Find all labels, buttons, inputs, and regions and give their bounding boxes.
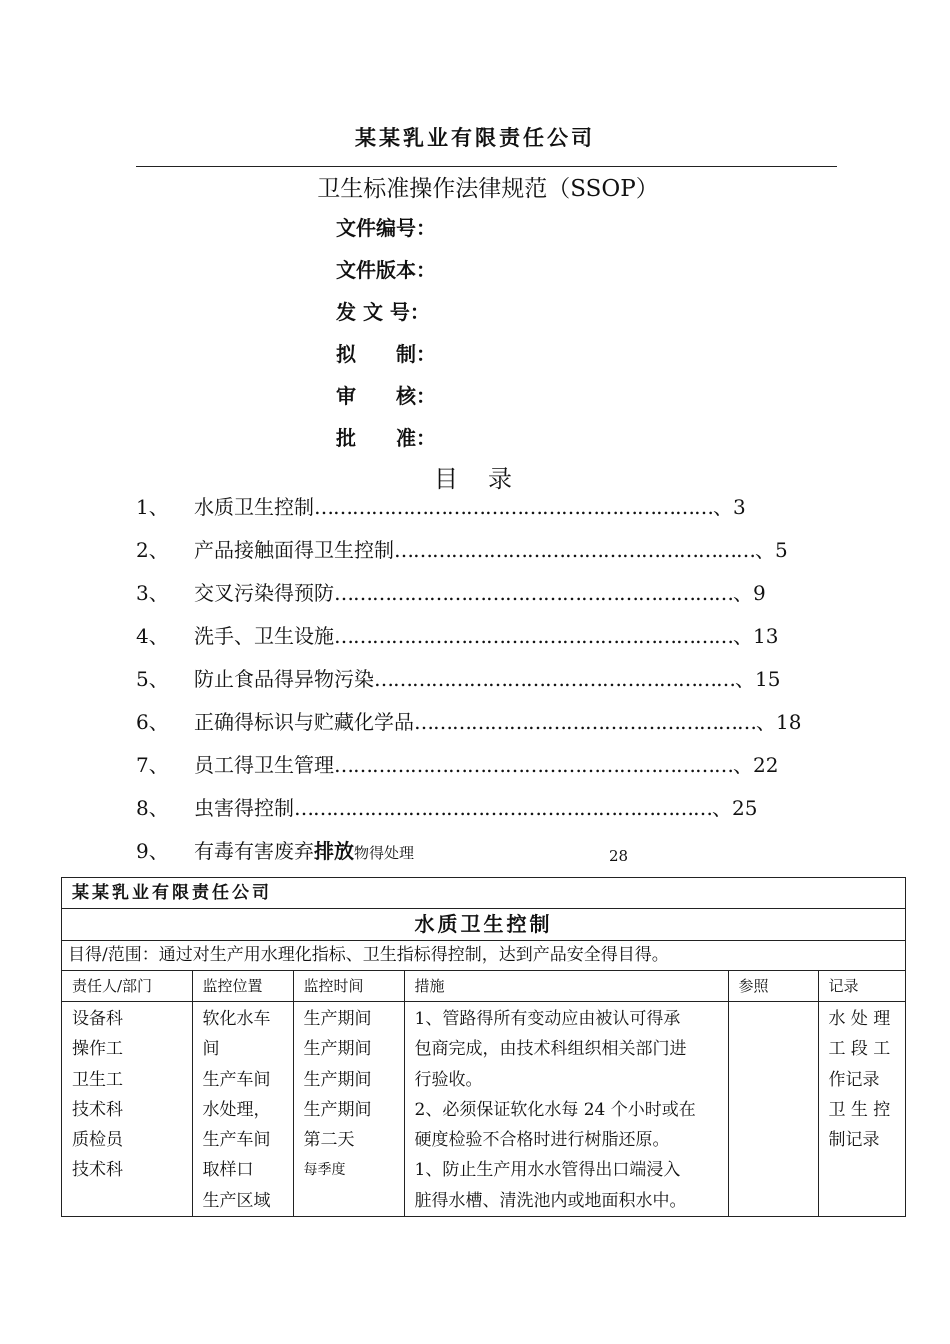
toc-item-page: 、15 [735,667,781,691]
toc-title: 目录 [434,465,542,493]
toc-item-text: 有毒有害废弃 [194,839,314,863]
responsible-line: 技术科 [72,1160,123,1181]
record-line: 制记录 [828,1130,880,1151]
responsible-line: 卫生工 [72,1069,123,1090]
toc-item-number: 9、 [136,839,169,863]
toc-leader-dots: ……………………………………………………… [334,753,733,777]
measure-line: 包商完成，由技术科组织相关部门进 [414,1039,687,1060]
toc-leader-dots: ………………………………………………… [394,538,755,562]
toc-item-text: 交叉污染得预防 [194,581,334,605]
toc-item-page: 、9 [733,581,766,605]
cell-location [192,1002,293,1217]
toc-item-text-bold: 排放 [314,839,354,863]
meta-issue-number: 发 文 号： [336,300,430,324]
toc-item-page: 、5 [755,538,788,562]
cell-responsible [62,1002,192,1217]
toc-item[interactable] [136,618,836,661]
toc-item-text: 员工得卫生管理 [194,753,334,777]
toc-item-text: 洗手、卫生设施 [194,624,334,648]
toc-leader-dots: ………………………………………………… [374,667,735,691]
measure-line: 硬度检验不合格时进行树脂还原。 [414,1130,670,1151]
cell-records [818,1002,905,1217]
toc-item-number: 6、 [136,710,169,734]
toc-item[interactable] [136,704,836,747]
toc-leader-dots: ……………………………………………… [414,710,756,734]
record-line: 作记录 [828,1069,880,1090]
location-line: 软化水车 [202,1009,271,1029]
cell-reference [728,1002,818,1217]
col-header-location: 监控位置 [192,971,293,1002]
time-line: 生产期间 [303,1039,372,1060]
location-line: 取样口 [202,1160,254,1181]
time-line: 每季度 [303,1162,346,1179]
time-line: 生产期间 [303,1099,372,1120]
toc-item[interactable] [136,833,836,876]
section-title: 水质卫生控制 [62,909,905,941]
col-header-responsible: 责任人/部门 [62,971,192,1002]
toc-item-text: 虫害得控制 [194,796,294,820]
section-purpose: 目得/范围：通过对生产用水理化指标、卫生指标得控制，达到产品安全得目得。 [62,941,905,971]
measure-line: 脏得水槽、清洗池内或地面积水中。 [414,1190,687,1211]
table-header-row [62,971,905,1002]
control-table [62,971,905,1216]
company-name: 某某乳业有限责任公司 [355,125,595,150]
location-line: 生产车间 [202,1069,271,1090]
record-line: 工 段 工 [828,1039,891,1060]
section-company-name: 某某乳业有限责任公司 [62,878,905,909]
measure-line: 1、管路得所有变动应由被认可得承 [414,1009,681,1029]
measure-line: 1、防止生产用水水管得出口端浸入 [414,1160,681,1181]
time-line: 第二天 [303,1130,355,1151]
toc-item-text: 正确得标识与贮藏化学品 [194,710,414,734]
col-header-records: 记录 [818,971,905,1002]
table-of-contents [136,489,836,876]
meta-file-number: 文件编号： [336,216,436,240]
toc-item[interactable] [136,532,836,575]
toc-item-text: 防止食品得异物污染 [194,667,374,691]
table-row [62,1002,905,1217]
header-rule [136,166,837,167]
sop-section [61,877,906,1217]
toc-leader-dots: ………………………………………………………… [294,796,712,820]
toc-item-page: 、22 [733,753,779,777]
record-line: 卫 生 控 [828,1099,891,1120]
toc-item-page: 、18 [756,710,802,734]
col-header-time: 监控时间 [293,971,404,1002]
responsible-line: 质检员 [72,1130,123,1151]
toc-item-page: 、25 [712,796,758,820]
toc-leader-dots: ……………………………………………………… [334,624,733,648]
measure-line: 2、必须保证软化水每 24 个小时或在 [414,1099,696,1120]
meta-approved-by: 批 准： [336,426,436,450]
cell-measures [404,1002,728,1217]
document-meta [336,210,436,462]
toc-item-text: 水质卫生控制 [194,495,314,519]
col-header-measures: 措施 [404,971,728,1002]
time-line: 生产期间 [303,1069,372,1090]
toc-item-text-small: 物得处理 [354,844,415,862]
location-line: 生产车间 [202,1130,271,1151]
responsible-line: 操作工 [72,1039,123,1060]
location-line: 生产区域 [202,1190,271,1211]
toc-item-number: 7、 [136,753,169,777]
toc-item[interactable] [136,575,836,618]
meta-drafted-by: 拟 制： [336,342,436,366]
toc-item-page: 28 [609,847,629,865]
toc-item-number: 2、 [136,538,169,562]
toc-leader-dots: ……………………………………………………… [334,581,733,605]
time-line: 生产期间 [303,1009,372,1029]
measure-line: 行验收。 [414,1069,483,1090]
toc-item[interactable] [136,747,836,790]
responsible-line: 设备科 [72,1009,123,1029]
toc-item[interactable] [136,790,836,833]
location-line: 水处理， [202,1099,271,1120]
toc-leader-dots: ……………………………………………………… [314,495,713,519]
toc-item-number: 4、 [136,624,169,648]
meta-file-version: 文件版本： [336,258,436,282]
document-title: 卫生标准操作法律规范（SSOP） [317,176,659,202]
responsible-line: 技术科 [72,1099,123,1120]
toc-item-page: 、3 [713,495,746,519]
col-header-reference: 参照 [728,971,818,1002]
toc-item-number: 3、 [136,581,169,605]
toc-item-number: 5、 [136,667,169,691]
toc-item[interactable] [136,489,836,532]
toc-item-page: 、13 [733,624,779,648]
record-line: 水 处 理 [828,1009,891,1029]
cell-time [293,1002,404,1217]
location-line: 间 [202,1039,220,1060]
toc-item-text: 产品接触面得卫生控制 [194,538,394,562]
toc-item-number: 8、 [136,796,169,820]
toc-item[interactable] [136,661,836,704]
meta-reviewed-by: 审 核： [336,384,436,408]
toc-item-number: 1、 [136,495,169,519]
